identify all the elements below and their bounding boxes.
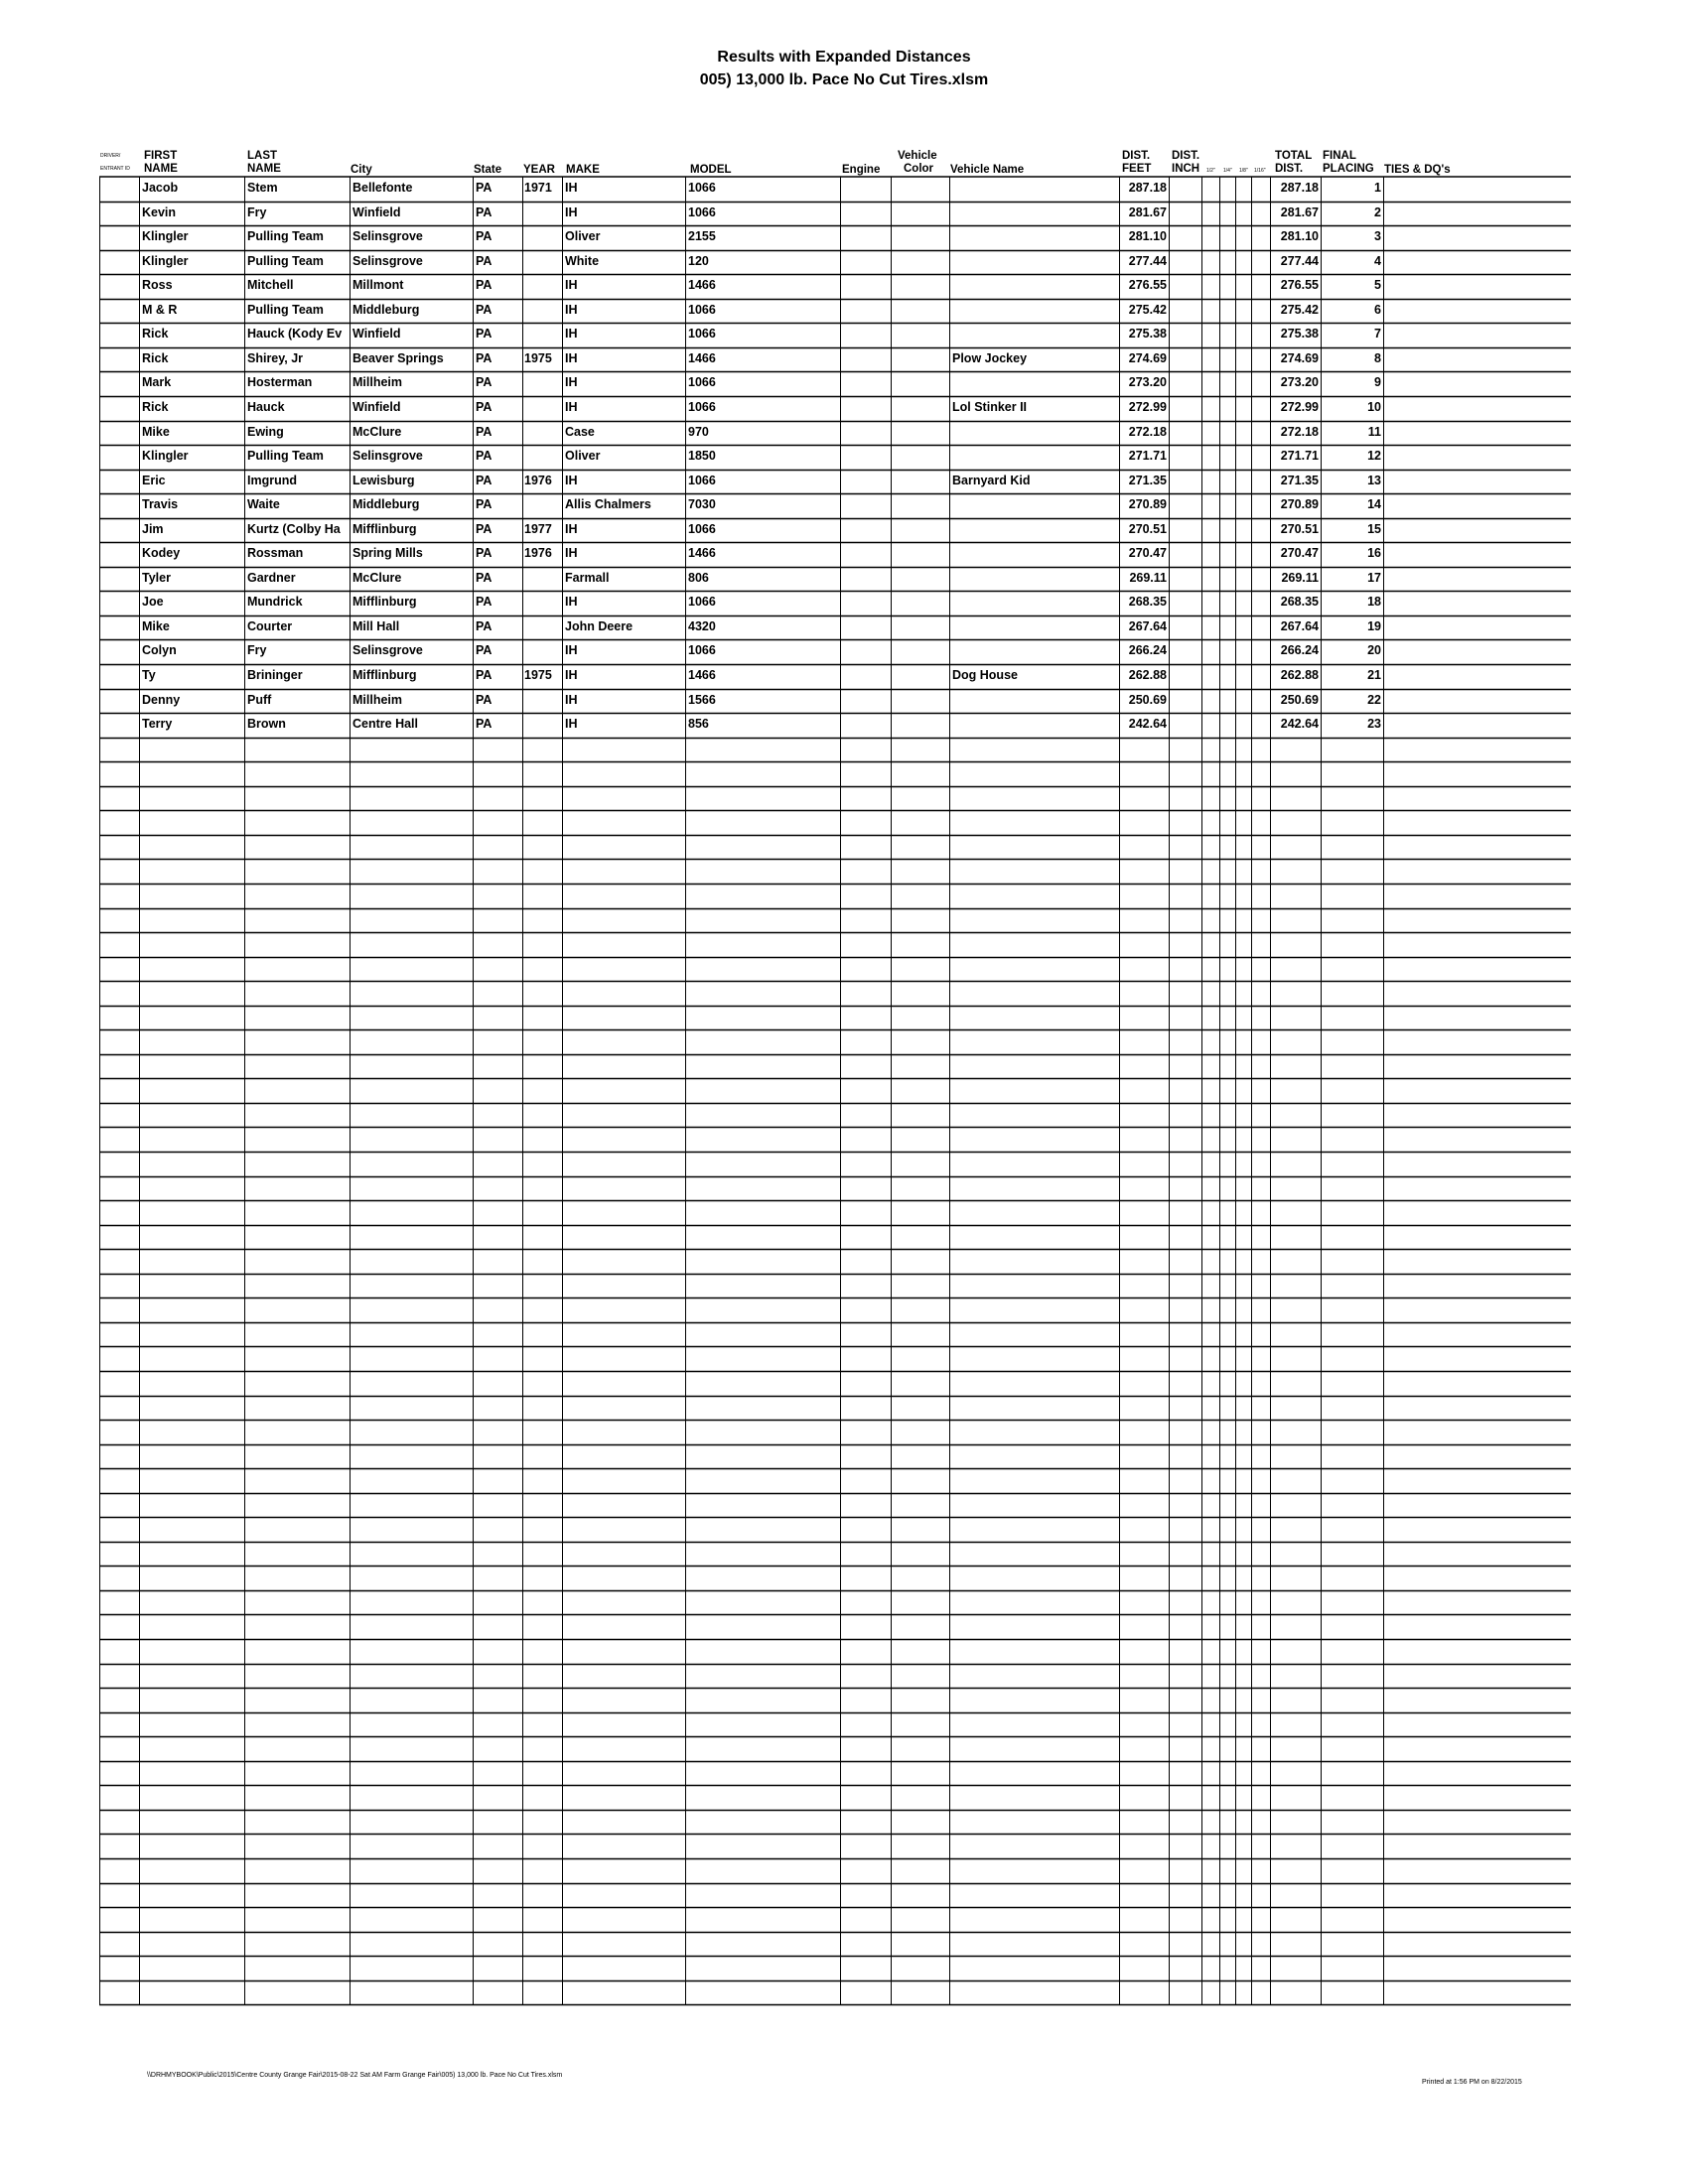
cell-last-name: Mitchell	[247, 278, 294, 293]
cell-last-name: Pulling Team	[247, 449, 324, 464]
cell-first-name: Klingler	[142, 449, 189, 464]
cell-state: PA	[476, 546, 492, 561]
cell-make: IH	[565, 399, 578, 414]
cell-state: PA	[476, 521, 492, 536]
cell-make: Oliver	[565, 229, 601, 244]
cell-vehicle-name: Dog House	[952, 668, 1018, 682]
header-frac-quarter: 1/4"	[1223, 168, 1232, 174]
header-dist-inch-line2: INCH	[1172, 163, 1200, 175]
cell-dist-feet: 262.88	[1128, 668, 1167, 682]
cell-make: IH	[565, 327, 578, 341]
cell-last-name: Brown	[247, 717, 286, 732]
header-vehicle-line2: Color	[904, 163, 934, 175]
header-last-line1: LAST	[247, 150, 278, 162]
cell-city: Bellefonte	[352, 181, 413, 195]
cell-dist-feet: 267.64	[1128, 618, 1167, 633]
cell-first-name: Jim	[142, 521, 164, 536]
cell-make: IH	[565, 302, 578, 317]
cell-state: PA	[476, 449, 492, 464]
cell-last-name: Pulling Team	[247, 253, 324, 268]
cell-final-placing: 22	[1367, 692, 1381, 707]
cell-last-name: Gardner	[247, 570, 296, 585]
cell-model: 7030	[688, 497, 716, 512]
cell-dist-feet: 275.38	[1128, 327, 1167, 341]
cell-final-placing: 18	[1367, 595, 1381, 610]
cell-last-name: Hosterman	[247, 375, 313, 390]
header-make: MAKE	[566, 164, 600, 176]
cell-model: 1066	[688, 643, 716, 658]
cell-final-placing: 11	[1367, 424, 1381, 439]
cell-state: PA	[476, 327, 492, 341]
cell-total-dist: 242.64	[1280, 717, 1319, 732]
cell-make: Case	[565, 424, 595, 439]
cell-last-name: Rossman	[247, 546, 304, 561]
cell-first-name: Klingler	[142, 229, 189, 244]
cell-last-name: Fry	[247, 205, 267, 219]
cell-make: IH	[565, 643, 578, 658]
header-first-line1: FIRST	[144, 150, 178, 162]
cell-total-dist: 281.67	[1280, 205, 1319, 219]
cell-city: Selinsgrove	[352, 643, 423, 658]
cell-model: 1466	[688, 546, 716, 561]
cell-city: Middleburg	[352, 497, 420, 512]
cell-model: 1066	[688, 399, 716, 414]
cell-year: 1977	[524, 521, 552, 536]
cell-last-name: Puff	[247, 692, 272, 707]
header-last-line2: NAME	[247, 163, 281, 175]
cell-state: PA	[476, 399, 492, 414]
cell-total-dist: 275.42	[1280, 302, 1319, 317]
cell-total-dist: 271.71	[1280, 449, 1319, 464]
cell-make: IH	[565, 692, 578, 707]
cell-model: 1066	[688, 375, 716, 390]
cell-make: IH	[565, 375, 578, 390]
cell-final-placing: 1	[1374, 181, 1381, 195]
cell-last-name: Ewing	[247, 424, 284, 439]
cell-state: PA	[476, 375, 492, 390]
cell-city: Millmont	[352, 278, 404, 293]
cell-final-placing: 17	[1367, 570, 1381, 585]
cell-total-dist: 276.55	[1280, 278, 1319, 293]
cell-year: 1976	[524, 546, 552, 561]
cell-dist-feet: 270.47	[1128, 546, 1167, 561]
cell-first-name: Rick	[142, 399, 169, 414]
cell-total-dist: 270.89	[1280, 497, 1319, 512]
cell-model: 1066	[688, 181, 716, 195]
header-frac-eighth: 1/8"	[1239, 168, 1248, 174]
cell-dist-feet: 272.18	[1128, 424, 1167, 439]
header-final-line2: PLACING	[1323, 163, 1374, 175]
cell-model: 1066	[688, 521, 716, 536]
cell-dist-feet: 281.67	[1128, 205, 1167, 219]
cell-first-name: Rick	[142, 327, 169, 341]
cell-dist-feet: 250.69	[1128, 692, 1167, 707]
cell-final-placing: 4	[1374, 253, 1381, 268]
cell-total-dist: 262.88	[1280, 668, 1319, 682]
cell-last-name: Kurtz (Colby Ha	[247, 521, 341, 536]
cell-final-placing: 12	[1367, 449, 1381, 464]
header-total-line2: DIST.	[1275, 163, 1304, 175]
header-ties-dqs: TIES & DQ's	[1384, 164, 1451, 176]
cell-vehicle-name: Barnyard Kid	[952, 473, 1031, 487]
cell-first-name: Denny	[142, 692, 181, 707]
cell-last-name: Shirey, Jr	[247, 350, 304, 365]
cell-city: Selinsgrove	[352, 253, 423, 268]
cell-year: 1976	[524, 473, 552, 487]
cell-dist-feet: 270.51	[1128, 521, 1167, 536]
cell-total-dist: 250.69	[1280, 692, 1319, 707]
header-state: State	[474, 164, 502, 176]
cell-model: 1066	[688, 595, 716, 610]
header-dist-feet-line1: DIST.	[1122, 150, 1151, 162]
page-title: Results with Expanded Distances	[717, 49, 971, 66]
cell-dist-feet: 270.89	[1128, 497, 1167, 512]
cell-model: 1466	[688, 668, 716, 682]
cell-city: Millheim	[352, 375, 403, 390]
header-year: YEAR	[523, 164, 555, 176]
cell-dist-feet: 274.69	[1128, 350, 1167, 365]
cell-last-name: Pulling Team	[247, 302, 324, 317]
cell-make: IH	[565, 546, 578, 561]
cell-first-name: Kevin	[142, 205, 177, 219]
cell-total-dist: 272.99	[1280, 399, 1319, 414]
cell-state: PA	[476, 497, 492, 512]
cell-city: Mifflinburg	[352, 521, 417, 536]
cell-model: 1066	[688, 302, 716, 317]
cell-dist-feet: 268.35	[1128, 595, 1167, 610]
cell-city: Mifflinburg	[352, 668, 417, 682]
cell-first-name: Mike	[142, 424, 170, 439]
cell-last-name: Mundrick	[247, 595, 303, 610]
header-dist-inch-line1: DIST.	[1172, 150, 1200, 162]
cell-dist-feet: 281.10	[1128, 229, 1167, 244]
cell-dist-feet: 271.35	[1128, 473, 1167, 487]
cell-city: Winfield	[352, 327, 401, 341]
cell-final-placing: 7	[1374, 327, 1381, 341]
cell-first-name: Ty	[142, 668, 156, 682]
cell-last-name: Stem	[247, 181, 278, 195]
cell-make: IH	[565, 350, 578, 365]
cell-dist-feet: 273.20	[1128, 375, 1167, 390]
header-final-line1: FINAL	[1323, 150, 1356, 162]
header-dist-feet-line2: FEET	[1122, 163, 1152, 175]
cell-first-name: Terry	[142, 717, 173, 732]
cell-city: Lewisburg	[352, 473, 415, 487]
cell-make: IH	[565, 717, 578, 732]
cell-city: Millheim	[352, 692, 403, 707]
header-frac-sixteenth: 1/16"	[1254, 168, 1266, 174]
cell-make: IH	[565, 668, 578, 682]
header-vehicle-name: Vehicle Name	[950, 164, 1025, 176]
header-total-line1: TOTAL	[1275, 150, 1313, 162]
cell-first-name: Eric	[142, 473, 166, 487]
cell-model: 1466	[688, 278, 716, 293]
cell-state: PA	[476, 229, 492, 244]
cell-city: Beaver Springs	[352, 350, 444, 365]
cell-state: PA	[476, 181, 492, 195]
cell-final-placing: 3	[1374, 229, 1381, 244]
header-vehicle-line1: Vehicle	[898, 150, 937, 162]
cell-final-placing: 15	[1367, 521, 1381, 536]
cell-state: PA	[476, 618, 492, 633]
cell-first-name: Travis	[142, 497, 179, 512]
cell-model: 1066	[688, 205, 716, 219]
cell-total-dist: 274.69	[1280, 350, 1319, 365]
cell-final-placing: 21	[1367, 668, 1381, 682]
footer-file-path: \\DRHMYBOOK\Public\2015\Centre County Grange Fair\2015-08-22 Sat AM Farm Grange Fair\005) 13,000 lb. Pace No Cut Tires.xlsm	[147, 2072, 563, 2079]
cell-year: 1971	[524, 181, 552, 195]
cell-make: Farmall	[565, 570, 610, 585]
header-driver-line2: ENTRANT ID	[100, 166, 130, 172]
cell-first-name: Rick	[142, 350, 169, 365]
cell-model: 806	[688, 570, 709, 585]
cell-last-name: Pulling Team	[247, 229, 324, 244]
cell-year: 1975	[524, 668, 552, 682]
cell-total-dist: 287.18	[1280, 181, 1319, 195]
cell-make: White	[565, 253, 600, 268]
cell-model: 1066	[688, 327, 716, 341]
cell-model: 856	[688, 717, 709, 732]
cell-dist-feet: 272.99	[1128, 399, 1167, 414]
cell-make: IH	[565, 278, 578, 293]
cell-city: Mill Hall	[352, 618, 400, 633]
cell-state: PA	[476, 350, 492, 365]
cell-final-placing: 20	[1367, 643, 1381, 658]
cell-total-dist: 273.20	[1280, 375, 1319, 390]
cell-state: PA	[476, 473, 492, 487]
cell-last-name: Waite	[247, 497, 280, 512]
cell-model: 1850	[688, 449, 716, 464]
cell-final-placing: 14	[1367, 497, 1381, 512]
cell-city: Winfield	[352, 205, 401, 219]
cell-state: PA	[476, 668, 492, 682]
cell-final-placing: 5	[1374, 278, 1381, 293]
cell-make: IH	[565, 521, 578, 536]
cell-first-name: Ross	[142, 278, 173, 293]
cell-city: Selinsgrove	[352, 449, 423, 464]
cell-first-name: Tyler	[142, 570, 171, 585]
cell-first-name: Mike	[142, 618, 170, 633]
cell-final-placing: 8	[1374, 350, 1381, 365]
cell-dist-feet: 242.64	[1128, 717, 1167, 732]
cell-dist-feet: 277.44	[1128, 253, 1167, 268]
cell-dist-feet: 287.18	[1128, 181, 1167, 195]
cell-state: PA	[476, 717, 492, 732]
header-model: MODEL	[690, 164, 732, 176]
cell-final-placing: 23	[1367, 717, 1381, 732]
cell-vehicle-name: Plow Jockey	[952, 350, 1028, 365]
cell-state: PA	[476, 302, 492, 317]
cell-final-placing: 13	[1367, 473, 1381, 487]
cell-model: 1466	[688, 350, 716, 365]
cell-city: Centre Hall	[352, 717, 418, 732]
cell-city: Selinsgrove	[352, 229, 423, 244]
cell-last-name: Hauck	[247, 399, 285, 414]
cell-make: IH	[565, 595, 578, 610]
cell-first-name: Jacob	[142, 181, 179, 195]
cell-model: 2155	[688, 229, 716, 244]
cell-model: 4320	[688, 618, 716, 633]
cell-total-dist: 277.44	[1280, 253, 1319, 268]
cell-first-name: Joe	[142, 595, 164, 610]
cell-state: PA	[476, 595, 492, 610]
cell-city: Spring Mills	[352, 546, 423, 561]
cell-final-placing: 16	[1367, 546, 1381, 561]
cell-first-name: Kodey	[142, 546, 181, 561]
cell-total-dist: 266.24	[1280, 643, 1319, 658]
cell-total-dist: 272.18	[1280, 424, 1319, 439]
cell-year: 1975	[524, 350, 552, 365]
cell-make: IH	[565, 205, 578, 219]
cell-last-name: Courter	[247, 618, 293, 633]
cell-last-name: Brininger	[247, 668, 303, 682]
cell-first-name: Mark	[142, 375, 172, 390]
header-frac-half: 1/2"	[1206, 168, 1215, 174]
cell-last-name: Imgrund	[247, 473, 297, 487]
cell-dist-feet: 271.71	[1128, 449, 1167, 464]
cell-city: McClure	[352, 424, 402, 439]
header-engine: Engine	[842, 164, 881, 176]
cell-final-placing: 2	[1374, 205, 1381, 219]
cell-make: John Deere	[565, 618, 633, 633]
cell-final-placing: 9	[1374, 375, 1381, 390]
cell-city: McClure	[352, 570, 402, 585]
cell-model: 1566	[688, 692, 716, 707]
cell-make: Oliver	[565, 449, 601, 464]
cell-total-dist: 270.51	[1280, 521, 1319, 536]
cell-total-dist: 267.64	[1280, 618, 1319, 633]
cell-city: Mifflinburg	[352, 595, 417, 610]
cell-make: Allis Chalmers	[565, 497, 651, 512]
cell-total-dist: 281.10	[1280, 229, 1319, 244]
cell-vehicle-name: Lol Stinker II	[952, 399, 1028, 414]
cell-state: PA	[476, 570, 492, 585]
cell-last-name: Fry	[247, 643, 267, 658]
cell-make: IH	[565, 181, 578, 195]
header-driver-line1: DRIVER/	[100, 153, 121, 159]
cell-state: PA	[476, 278, 492, 293]
cell-total-dist: 270.47	[1280, 546, 1319, 561]
cell-dist-feet: 266.24	[1128, 643, 1167, 658]
cell-first-name: Colyn	[142, 643, 177, 658]
cell-state: PA	[476, 424, 492, 439]
cell-state: PA	[476, 253, 492, 268]
header-city: City	[351, 164, 372, 176]
header-first-line2: NAME	[144, 163, 178, 175]
cell-state: PA	[476, 643, 492, 658]
cell-first-name: M & R	[142, 302, 178, 317]
cell-total-dist: 271.35	[1280, 473, 1319, 487]
cell-total-dist: 268.35	[1280, 595, 1319, 610]
cell-model: 970	[688, 424, 709, 439]
cell-city: Middleburg	[352, 302, 420, 317]
cell-total-dist: 275.38	[1280, 327, 1319, 341]
cell-last-name: Hauck (Kody Ev	[247, 327, 343, 341]
cell-model: 1066	[688, 473, 716, 487]
cell-final-placing: 10	[1367, 399, 1381, 414]
cell-total-dist: 269.11	[1281, 570, 1319, 585]
footer-printed-timestamp: Printed at 1:56 PM on 8/22/2015	[1422, 2079, 1522, 2086]
cell-final-placing: 19	[1367, 618, 1381, 633]
cell-final-placing: 6	[1374, 302, 1381, 317]
cell-first-name: Klingler	[142, 253, 189, 268]
cell-state: PA	[476, 692, 492, 707]
cell-dist-feet: 276.55	[1128, 278, 1167, 293]
page-subtitle: 005) 13,000 lb. Pace No Cut Tires.xlsm	[699, 71, 989, 88]
cell-model: 120	[688, 253, 709, 268]
cell-state: PA	[476, 205, 492, 219]
cell-dist-feet: 269.11	[1129, 570, 1167, 585]
cell-make: IH	[565, 473, 578, 487]
cell-dist-feet: 275.42	[1128, 302, 1167, 317]
cell-city: Winfield	[352, 399, 401, 414]
